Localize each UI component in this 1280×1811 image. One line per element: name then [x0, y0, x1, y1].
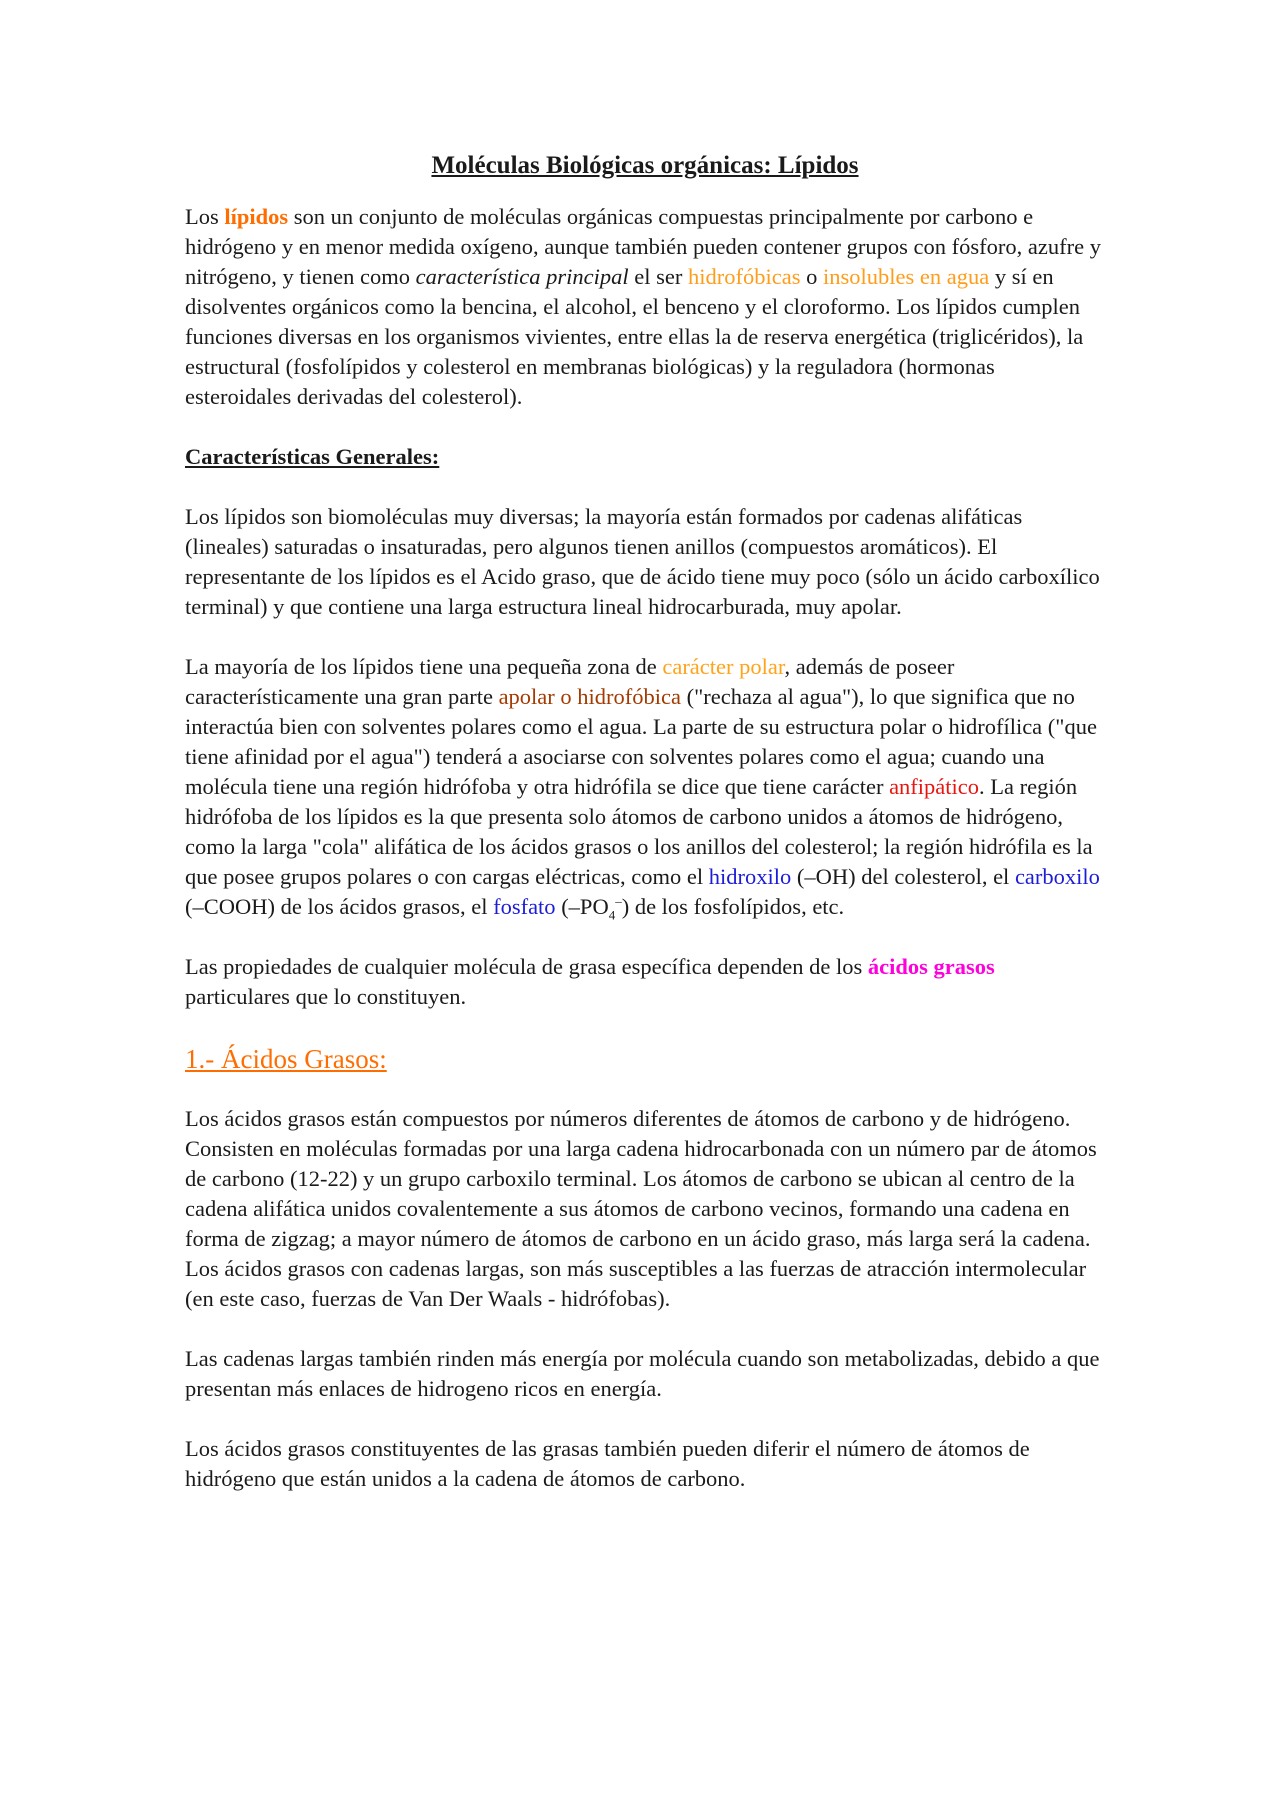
- body-text: , además de poseer característicamente una gran parte: [185, 654, 955, 709]
- body-text: Las propiedades de cualquier molécula de grasa específica dependen de los: [185, 954, 868, 979]
- intro-text: son un conjunto de moléculas orgánicas compuestas principalmente por carbono e hidrógeno y en menor medida oxígeno, aunque también pueden contener grupos con fósforo, azufre y nitrógeno, y tienen como: [185, 204, 1101, 289]
- section-1-paragraph-3: Los ácidos grasos constituyentes de las grasas también pueden diferir el número de átomos de hidrógeno que están unidos a la cadena de átomos de carbono.: [185, 1436, 1030, 1491]
- document-page: [185, 150, 1105, 1524]
- intro-text: o: [800, 264, 823, 289]
- term-anfipatico: anfipático: [889, 774, 980, 799]
- term-caracter-polar: carácter polar: [662, 654, 785, 679]
- general-paragraph-3: [185, 952, 1105, 1012]
- term-acidos-grasos: ácidos grasos: [867, 954, 995, 979]
- intro-paragraph: [185, 202, 1105, 412]
- general-paragraph-1: Los lípidos son biomoléculas muy diversas; la mayoría están formados por cadenas alifáticas (lineales) saturadas o insaturadas, pero algunos tienen anillos (compuestos aromáticos). El representante de los lípidos es el Acido graso, que de ácido tiene muy poco (sólo un ácido carboxílico terminal) y que contiene una larga estructura lineal hidrocarburada, muy apolar.: [185, 504, 1100, 619]
- intro-text: y sí en disolventes orgánicos como la bencina, el alcohol, el benceno y el cloroformo. Los lípidos cumplen funciones diversas en los organismos vivientes, entre ellas la de reserva energética (triglicéridos), la estructural (fosfolípidos y colesterol en membranas biológicas) y la reguladora (hormonas esteroidales derivadas del colesterol).: [185, 264, 1084, 409]
- term-insolubles-en-agua: insolubles en agua: [823, 264, 990, 289]
- intro-text: Los: [185, 204, 225, 229]
- document-title: Moléculas Biológicas orgánicas: Lípidos: [431, 152, 859, 179]
- body-text: ) de los fosfolípidos, etc.: [621, 894, 845, 919]
- body-text: La mayoría de los lípidos tiene una pequeña zona de: [185, 654, 663, 679]
- body-text: (–PO: [555, 894, 609, 919]
- term-hidroxilo: hidroxilo: [708, 864, 792, 889]
- term-lipidos: lípidos: [224, 204, 289, 229]
- body-text: ("rechaza al agua"), lo que significa que no interactúa bien con solventes polares como el agua. La parte de su estructura polar o hidrofílica ("que tiene afinidad por el agua") tenderá a asociarse con solventes polares como el agua; cuando una molécula tiene una región hidrófoba y otra hidrófila se dice que tiene carácter: [185, 684, 1097, 799]
- section-1-heading: 1.- Ácidos Grasos:: [185, 1044, 387, 1074]
- term-hidrofobicas: hidrofóbicas: [688, 264, 801, 289]
- section-1-paragraph-2: Las cadenas largas también rinden más energía por molécula cuando son metabolizadas, debido a que presentan más enlaces de hidrogeno ricos en energía.: [185, 1346, 1100, 1401]
- term-carboxilo: carboxilo: [1014, 864, 1100, 889]
- term-apolar-hidrofobica: apolar o hidrofóbica: [498, 684, 681, 709]
- intro-text: el ser: [628, 264, 689, 289]
- body-text: . La región hidrófoba de los lípidos es la que presenta solo átomos de carbono unidos a átomos de hidrógeno, como la larga "cola" alifática de los ácidos grasos o los anillos del colesterol; la región hidrófila es la que posee grupos polares o con cargas eléctricas, como el: [185, 774, 1093, 889]
- superscript: –: [615, 893, 622, 909]
- body-text: (–OH) del colesterol, el: [791, 864, 1015, 889]
- subscript: 4: [608, 907, 616, 923]
- term-caracteristica-principal: característica principal: [415, 264, 629, 289]
- section-1-paragraph-1: Los ácidos grasos están compuestos por números diferentes de átomos de carbono y de hidrógeno. Consisten en moléculas formadas por una larga cadena hidrocarbonada con un número par de átomos de carbono (12-22) y un grupo carboxilo terminal. Los átomos de carbono se ubican al centro de la cadena alifática unidos covalentemente a sus átomos de carbono vecinos, formando una cadena en forma de zigzag; a mayor número de átomos de carbono en un ácido graso, más larga será la cadena. Los ácidos grasos con cadenas largas, son más susceptibles a las fuerzas de atracción intermolecular (en este caso, fuerzas de Van Der Waals - hidrófobas).: [185, 1106, 1097, 1311]
- body-text: (–COOH) de los ácidos grasos, el: [185, 894, 494, 919]
- body-text: particulares que lo constituyen.: [185, 984, 467, 1009]
- general-heading: Características Generales:: [185, 444, 440, 469]
- general-paragraph-2: [185, 652, 1105, 922]
- term-fosfato: fosfato: [493, 894, 556, 919]
